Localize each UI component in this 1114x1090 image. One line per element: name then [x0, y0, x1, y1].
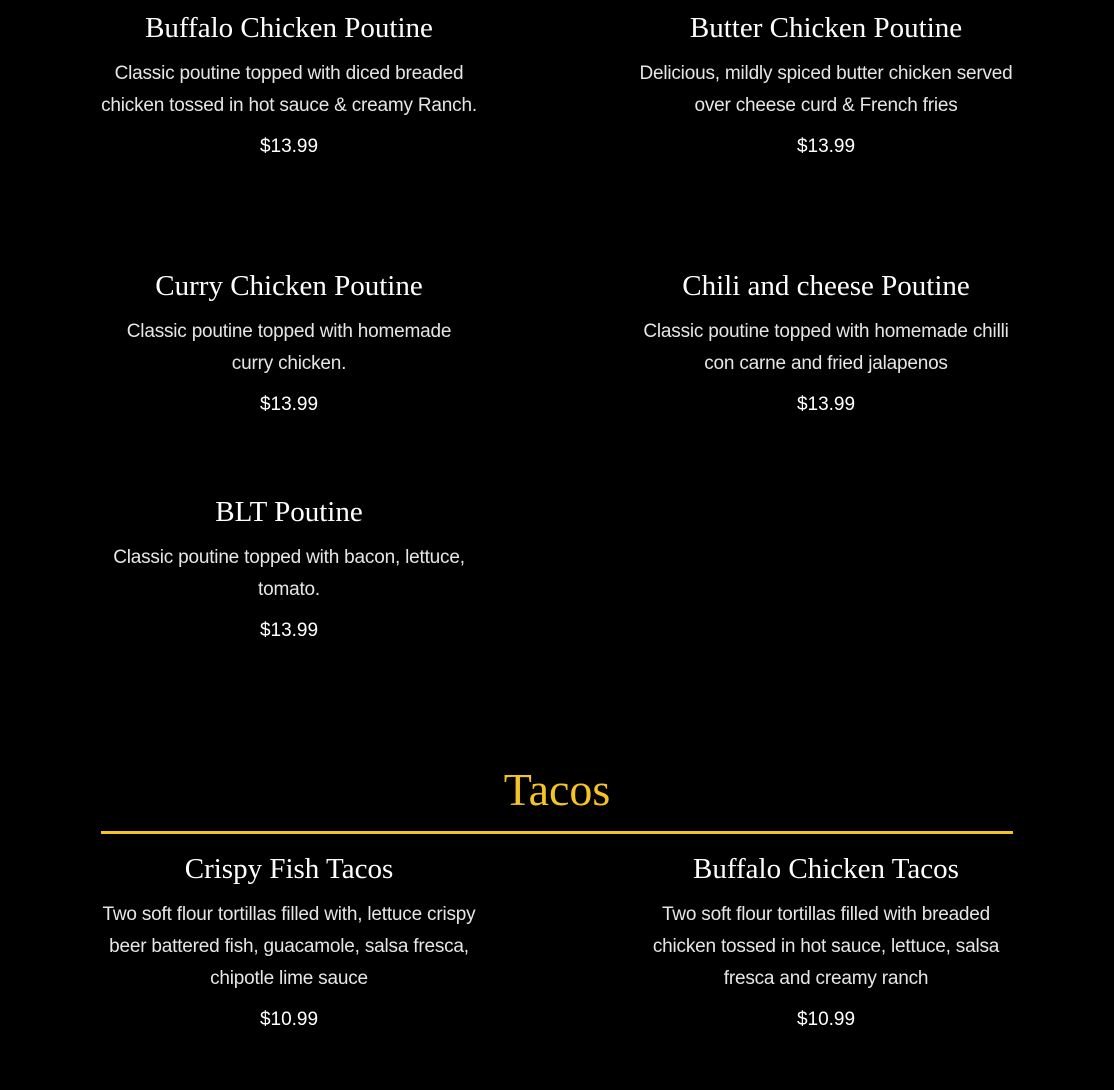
- menu-item-buffalo-chicken-tacos: [648, 852, 1004, 1032]
- item-name: Curry Chicken Poutine: [155, 270, 423, 302]
- item-description: Two soft flour tortillas filled with, lettuce crispy beer battered fish, guacamole, salsa fresca, chipotle lime sauce: [102, 904, 476, 989]
- menu-item-curry-chicken-poutine: [111, 269, 467, 417]
- item-price: $13.99: [796, 394, 856, 415]
- menu-item-butter-chicken-poutine: [638, 11, 1014, 159]
- item-price: $13.99: [796, 136, 856, 157]
- menu-item-chili-and-cheese-poutine: [638, 269, 1014, 417]
- item-name: BLT Poutine: [215, 496, 363, 528]
- section-divider: [101, 831, 1013, 834]
- item-price: $10.99: [796, 1009, 856, 1030]
- item-description: Two soft flour tortillas filled with breaded chicken tossed in hot sauce, lettuce, salsa fresca and creamy ranch: [652, 904, 1000, 989]
- item-name: Crispy Fish Tacos: [184, 853, 394, 885]
- item-description: Delicious, mildly spiced butter chicken served over cheese curd & French fries: [639, 63, 1013, 116]
- section-title-tacos: Tacos: [503, 764, 611, 815]
- item-name: Chili and cheese Poutine: [682, 270, 970, 302]
- item-name: Butter Chicken Poutine: [689, 12, 963, 44]
- item-description: Classic poutine topped with diced breaded chicken tossed in hot sauce & creamy Ranch.: [101, 63, 477, 116]
- menu-item-crispy-fish-tacos: [101, 852, 477, 1032]
- item-price: $13.99: [259, 394, 319, 415]
- menu-item-blt-poutine: [101, 495, 477, 643]
- item-name: Buffalo Chicken Poutine: [145, 12, 433, 44]
- item-price: $13.99: [259, 136, 319, 157]
- item-description: Classic poutine topped with homemade curry chicken.: [126, 321, 452, 374]
- item-price: $10.99: [259, 1009, 319, 1030]
- menu-item-buffalo-chicken-poutine: [101, 11, 477, 159]
- item-description: Classic poutine topped with bacon, lettuce, tomato.: [113, 547, 465, 600]
- item-price: $13.99: [259, 620, 319, 641]
- item-name: Buffalo Chicken Tacos: [693, 853, 959, 885]
- item-description: Classic poutine topped with homemade chilli con carne and fried jalapenos: [643, 321, 1009, 374]
